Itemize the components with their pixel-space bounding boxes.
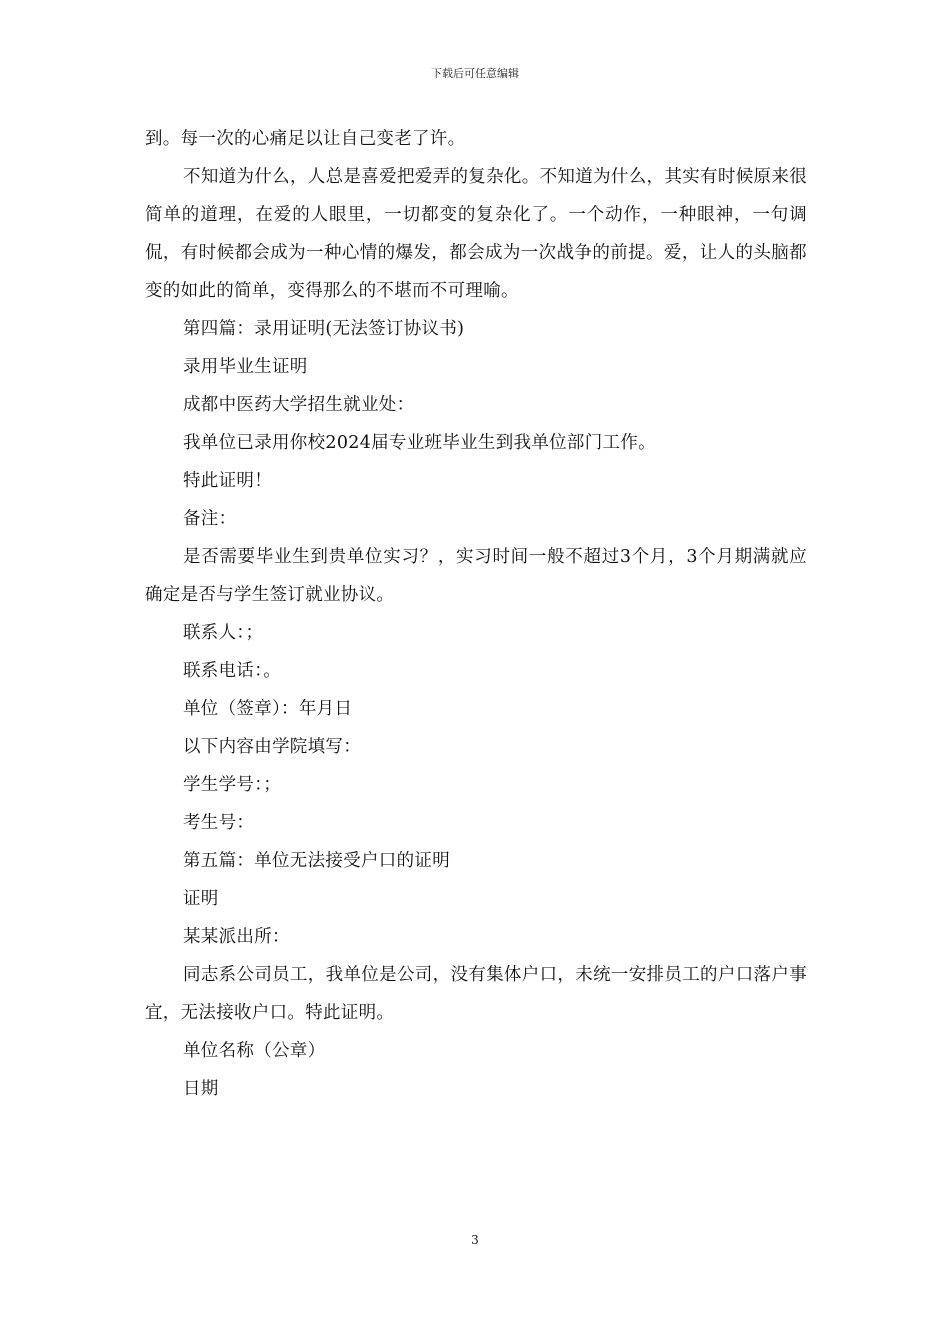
unit-name-line: 单位名称（公章） — [183, 1041, 326, 1061]
remarks-label: 备注： — [183, 509, 237, 529]
recipient-line: 成都中医药大学招生就业处： — [183, 395, 415, 415]
student-id-line: 学生学号：； — [183, 775, 282, 795]
page-header: 下载后可任意编辑 — [431, 67, 519, 80]
paragraph: 不知道为什么，人总是喜爱把爱弄的复杂化。不知道为什么，其实有时候原来很简单的道理，在爱的人眼里，一切都变的复杂化了。一个动作，一种眼神，一句调侃，有时候都会成为一种心情的爆发，都会成为一次战争的前提。爱，让人的头脑都变的如此的简单，变得那么的不堪而不可理喻。 — [145, 167, 807, 301]
contact-phone-line: 联系电话：。 — [183, 661, 282, 681]
document-body — [145, 120, 807, 1108]
certificate-title: 录用毕业生证明 — [183, 357, 308, 377]
section-heading-4: 第四篇：录用证明(无法签订协议书) — [183, 319, 465, 339]
paragraph: 同志系公司员工，我单位是公司，没有集体户口，未统一安排员工的户口落户事宜，无法接收户口。特此证明。 — [145, 965, 807, 1023]
paragraph: 到。每一次的心痛足以让自己变老了许。 — [145, 129, 466, 149]
paragraph: 特此证明！ — [183, 471, 272, 491]
signature-line: 单位（签章）：年月日 — [183, 699, 353, 719]
page-number: 3 — [471, 1233, 479, 1247]
contact-person-line: 联系人：； — [183, 623, 264, 643]
paragraph: 我单位已录用你校2024届专业班毕业生到我单位部门工作。 — [183, 433, 656, 453]
exam-number-line: 考生号： — [183, 813, 255, 833]
section-heading-5: 第五篇：单位无法接受户口的证明 — [183, 851, 450, 871]
recipient-line: 某某派出所： — [183, 927, 290, 947]
certificate-title: 证明 — [183, 889, 219, 909]
date-line: 日期 — [183, 1079, 219, 1099]
paragraph: 以下内容由学院填写： — [183, 737, 361, 757]
paragraph: 是否需要毕业生到贵单位实习？，实习时间一般不超过3个月，3个月期满就应确定是否与学生签订就业协议。 — [145, 547, 807, 605]
